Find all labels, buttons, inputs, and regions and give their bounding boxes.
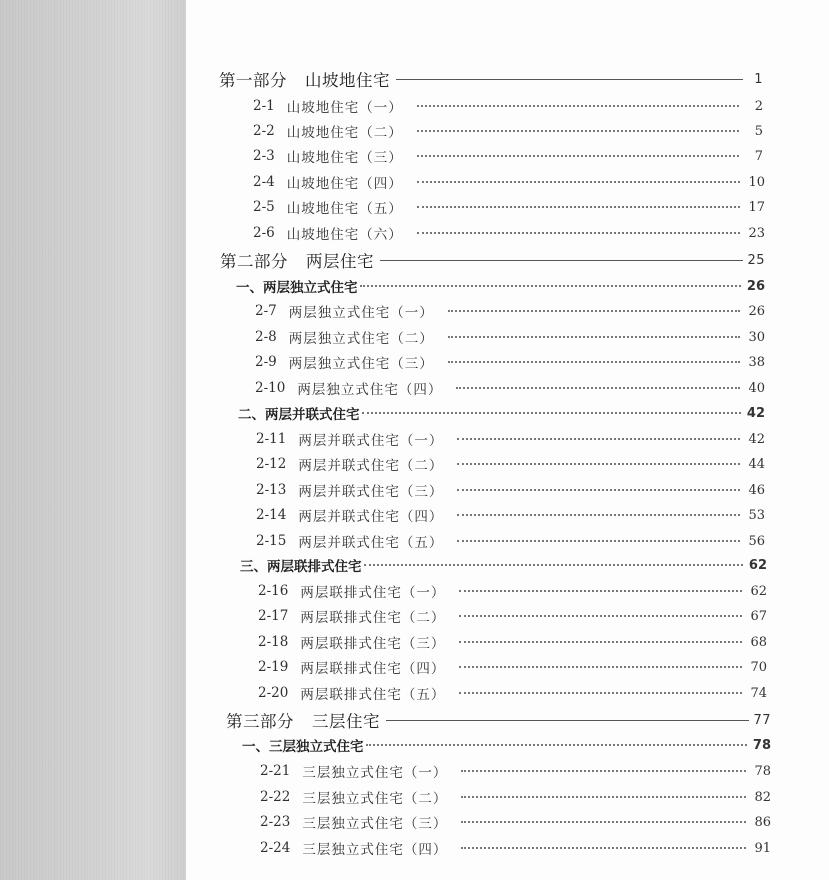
dot-leader — [448, 336, 741, 338]
entry-number: 2-21 — [260, 763, 291, 779]
dot-leader — [457, 514, 740, 516]
entry-title: 三层独立式住宅（二） — [302, 791, 448, 807]
entry-number: 2-15 — [256, 533, 287, 549]
page-number: 53 — [748, 507, 765, 523]
entry-number: 2-16 — [258, 583, 289, 599]
page-number: 56 — [748, 533, 765, 549]
page-number: 86 — [754, 814, 771, 830]
dot-leader — [457, 540, 740, 542]
dot-leader — [417, 232, 741, 234]
entry-number: 2-3 — [253, 148, 275, 164]
dot-leader — [459, 692, 742, 694]
page-number: 70 — [750, 659, 767, 675]
toc-part-heading[interactable] — [220, 248, 765, 272]
entry-title: 两层并联式住宅（三） — [298, 484, 444, 500]
toc-entry[interactable] — [253, 94, 763, 118]
entry-title: 山坡地住宅（六） — [286, 227, 403, 243]
toc-entry[interactable] — [260, 836, 771, 860]
page-number: 77 — [753, 712, 771, 728]
section-title: 二、两层并联式住宅 — [238, 407, 360, 423]
entry-title: 三层独立式住宅（一） — [302, 765, 448, 781]
entry-number: 2-7 — [255, 303, 277, 319]
entry-title: 山坡地住宅（一） — [286, 100, 403, 116]
entry-title: 两层独立式住宅（三） — [288, 356, 434, 372]
dot-leader — [417, 105, 739, 107]
toc-entry[interactable] — [253, 170, 765, 194]
entry-number: 2-19 — [258, 659, 289, 675]
page-number: 62 — [748, 557, 767, 573]
page-number: 46 — [748, 482, 765, 498]
entry-number: 2-2 — [253, 123, 275, 139]
toc-entry[interactable] — [258, 681, 767, 705]
dot-leader — [417, 206, 741, 208]
entry-number: 2-10 — [255, 380, 286, 396]
entry-title: 两层联排式住宅（一） — [300, 585, 446, 601]
dot-leader — [457, 463, 740, 465]
entry-title: 三层独立式住宅（三） — [302, 816, 448, 832]
dot-leader — [459, 615, 742, 617]
entry-number: 2-18 — [258, 634, 289, 650]
toc-entry[interactable] — [253, 221, 765, 245]
page-number: 5 — [754, 123, 763, 139]
toc-entry[interactable] — [256, 427, 765, 451]
entry-number: 2-17 — [258, 608, 289, 624]
page-number: 42 — [748, 431, 765, 447]
toc-entry[interactable] — [260, 759, 771, 783]
entry-title: 三层独立式住宅（四） — [302, 842, 448, 858]
toc-part-heading[interactable] — [226, 708, 771, 732]
book-spine-shadow — [0, 0, 186, 880]
toc-entry[interactable] — [260, 810, 771, 834]
entry-title: 两层并联式住宅（二） — [298, 458, 444, 474]
entry-title: 两层并联式住宅（一） — [298, 433, 444, 449]
dot-leader — [461, 847, 746, 849]
toc-entry[interactable] — [253, 195, 765, 219]
toc-entry[interactable] — [255, 299, 765, 323]
page-number: 78 — [754, 763, 771, 779]
dot-leader — [448, 310, 741, 312]
dot-leader — [461, 770, 746, 772]
page-number: 42 — [746, 405, 765, 421]
part-title: 两层住宅 — [306, 252, 374, 271]
entry-title: 山坡地住宅（二） — [286, 125, 403, 141]
page-number: 30 — [748, 329, 765, 345]
toc-part-heading[interactable] — [219, 67, 763, 91]
toc-entry[interactable] — [258, 655, 767, 679]
part-label: 第一部分 — [219, 71, 287, 90]
page-number: 91 — [754, 840, 771, 856]
entry-title: 两层联排式住宅（五） — [300, 687, 446, 703]
entry-number: 2-9 — [255, 354, 277, 370]
toc-entry[interactable] — [253, 119, 763, 143]
page-number: 7 — [754, 148, 763, 164]
page-number: 2 — [754, 98, 763, 114]
part-label: 第三部分 — [226, 712, 294, 731]
entry-number: 2-20 — [258, 685, 289, 701]
entry-number: 2-6 — [253, 225, 275, 241]
dot-leader — [459, 590, 742, 592]
entry-title: 两层独立式住宅（二） — [288, 331, 434, 347]
entry-title: 两层独立式住宅（一） — [288, 305, 434, 321]
leader-line — [386, 720, 749, 721]
dot-leader — [459, 666, 742, 668]
toc-section-heading[interactable] — [240, 553, 767, 577]
dot-leader — [417, 155, 739, 157]
part-label: 第二部分 — [220, 252, 288, 271]
entry-title: 两层联排式住宅（三） — [300, 636, 446, 652]
dot-leader — [461, 821, 746, 823]
dot-leader — [459, 641, 742, 643]
dot-leader — [417, 181, 741, 183]
toc-section-heading[interactable] — [242, 733, 771, 757]
part-title: 山坡地住宅 — [305, 71, 390, 90]
dot-leader — [417, 130, 739, 132]
page-number: 78 — [752, 737, 771, 753]
toc-entry[interactable] — [255, 350, 765, 374]
dot-leader — [456, 387, 740, 389]
dot-leader — [366, 744, 747, 746]
entry-title: 山坡地住宅（三） — [286, 150, 403, 166]
page-number: 74 — [750, 685, 767, 701]
toc-entry[interactable] — [255, 376, 765, 400]
part-title: 三层住宅 — [312, 712, 380, 731]
entry-title: 两层联排式住宅（四） — [300, 661, 446, 677]
page-number: 38 — [748, 354, 765, 370]
page-number: 62 — [750, 583, 767, 599]
dot-leader — [362, 412, 741, 414]
entry-title: 两层独立式住宅（四） — [297, 382, 443, 398]
entry-title: 两层并联式住宅（四） — [298, 509, 444, 525]
toc-section-heading[interactable] — [238, 401, 765, 425]
page-number: 17 — [748, 199, 765, 215]
entry-number: 2-13 — [256, 482, 287, 498]
toc-entry[interactable] — [258, 630, 767, 654]
toc-entry[interactable] — [253, 144, 763, 168]
entry-number: 2-11 — [256, 431, 287, 447]
page-number: 68 — [750, 634, 767, 650]
leader-line — [396, 79, 743, 80]
section-title: 一、两层独立式住宅 — [236, 280, 358, 296]
toc-entry[interactable] — [256, 478, 765, 502]
entry-title: 两层联排式住宅（二） — [300, 610, 446, 626]
dot-leader — [457, 438, 740, 440]
page-number: 10 — [748, 174, 765, 190]
entry-number: 2-8 — [255, 329, 277, 345]
dot-leader — [457, 489, 740, 491]
entry-title: 两层并联式住宅（五） — [298, 535, 444, 551]
entry-number: 2-14 — [256, 507, 287, 523]
entry-number: 2-5 — [253, 199, 275, 215]
entry-number: 2-22 — [260, 789, 291, 805]
leader-line — [380, 260, 743, 261]
toc-entry[interactable] — [258, 604, 767, 628]
entry-number: 2-4 — [253, 174, 275, 190]
page-number: 67 — [750, 608, 767, 624]
page-number: 26 — [748, 303, 765, 319]
section-title: 一、三层独立式住宅 — [242, 739, 364, 755]
toc-entry[interactable] — [256, 529, 765, 553]
toc-entry[interactable] — [260, 785, 771, 809]
page-number: 23 — [748, 225, 765, 241]
page-number: 40 — [748, 380, 765, 396]
page-number: 82 — [754, 789, 771, 805]
toc-entry[interactable] — [256, 503, 765, 527]
entry-title: 山坡地住宅（四） — [286, 176, 403, 192]
toc-page — [186, 0, 829, 880]
toc-entry[interactable] — [256, 452, 765, 476]
toc-entry[interactable] — [255, 325, 765, 349]
dot-leader — [364, 564, 743, 566]
dot-leader — [360, 285, 741, 287]
toc-section-heading[interactable] — [236, 274, 765, 298]
page-number: 1 — [754, 71, 763, 87]
toc-entry[interactable] — [258, 579, 767, 603]
entry-number: 2-24 — [260, 840, 291, 856]
dot-leader — [448, 361, 741, 363]
section-title: 三、两层联排式住宅 — [240, 559, 362, 575]
page-number: 26 — [746, 278, 765, 294]
entry-number: 2-12 — [256, 456, 287, 472]
entry-number: 2-23 — [260, 814, 291, 830]
dot-leader — [461, 796, 746, 798]
page-number: 44 — [748, 456, 765, 472]
entry-number: 2-1 — [253, 98, 275, 114]
entry-title: 山坡地住宅（五） — [286, 201, 403, 217]
page-number: 25 — [747, 252, 765, 268]
